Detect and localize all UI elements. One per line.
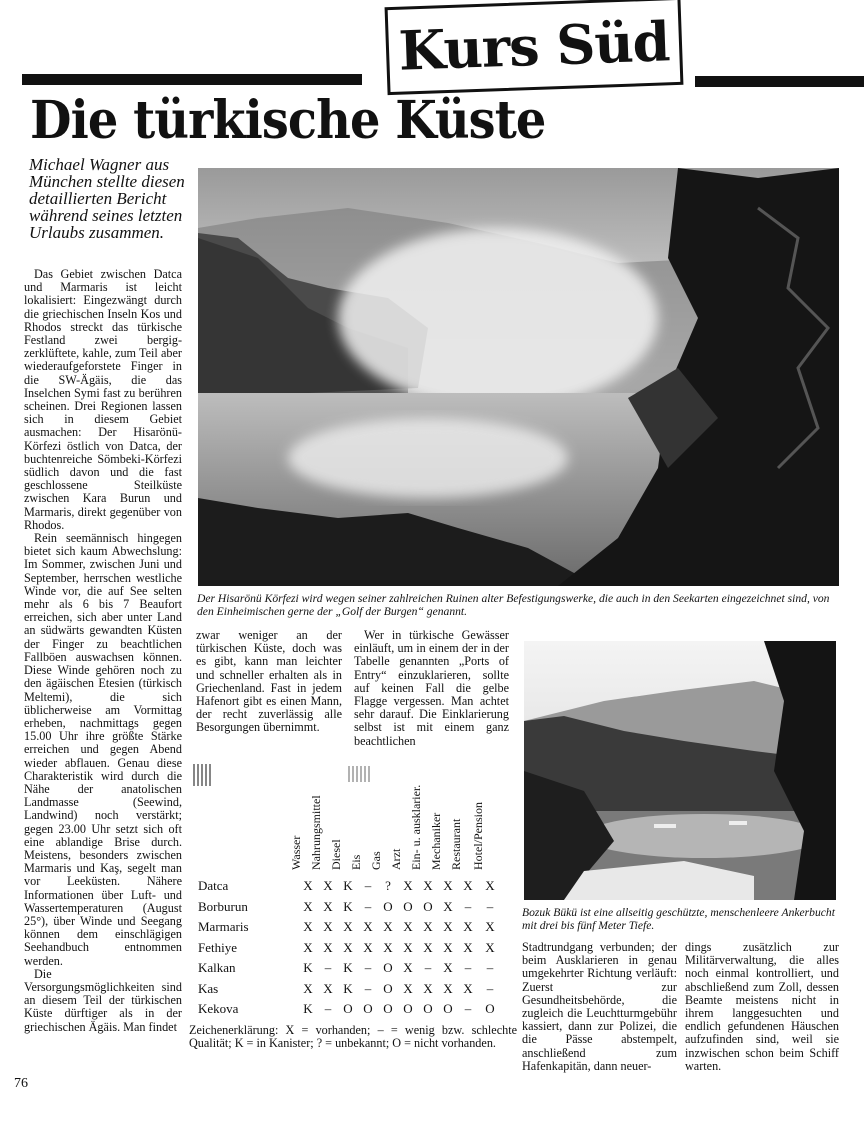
table-cell: X [303,919,313,934]
table-cell: X [403,960,413,975]
table-cell: O [443,1001,453,1016]
paragraph: Stadtrundgang verbunden; der beim Ausklarieren in genau umgekehrter Richtung verläuft: Zuerst zur Gesundheitsbehörde, die zugleich die Leuchtturmgebühr kassiert, dann zur Polizei, die die Pässe abstempelt, anschließend zum Hafenkapitän, dann neuer- [522,940,677,1073]
table-cell: ? [385,878,391,893]
table-cell: X [423,919,433,934]
table-cell: X [303,878,313,893]
column-header-label: Restaurant [449,818,463,870]
table-cell: X [463,980,473,996]
column-header-label: Diesel [329,839,343,870]
table-cell: X [423,878,433,893]
table-cell: K [343,960,353,975]
column-header-label: Mechaniker [429,812,443,870]
column-header-label: Ein- u. ausklarier. [409,784,423,870]
table-cell: X [403,919,413,934]
table-cell: K [343,980,353,996]
landscape-photo [198,168,839,586]
paragraph: Wer in türkische Gewässer einläuft, um in einem der in der Tabelle genannten „Ports of Entry“ einzuklarieren, sollte auf keinen Fall die gelbe Flagge vergessen. Man achtet sehr darauf. Die Einklarierung selbst ist mit einem ganz beachtlichen [354,628,509,748]
table-cell: – [464,960,472,975]
table-header [197,760,515,872]
table-row [197,940,515,960]
table-cell: – [364,898,372,914]
table-cell: – [364,980,372,996]
table-cell: X [463,939,473,955]
table-cell: K [343,898,353,914]
body-column-5 [685,941,839,1073]
table-cell: X [383,939,393,955]
photo-caption-main: Der Hisarönü Körfezi wird wegen seiner zahlreichen Ruinen alter Befestigungswerke, die auch in den Seekarten eingezeichnet sind, von den Einheimischen gerne der „Golf der Burgen“ genannt. [197,592,830,618]
table-cell: X [463,919,473,934]
paragraph: Das Gebiet zwischen Datca und Marmaris ist leicht lokalisiert: Eingezwängt durch die griechischen Inseln Kos und Rhodos streckt das türkische Festland zwei bergig-zerklüftete, kahle, zum Teil aber wiederaufgeforstete Finger in die SW-Ägäis, die das Inselchen Symi fast zu berühren scheinen. Drei Regionen lassen sich in diesem Gebiet ausmachen: Der Hisarönü-Körfezi östlich von Datca, der buchtenreiche Sömbeki-Körfezi südlich davon und die fast geschlossene Steilküste zwischen Kara Burun und Marmaris, direkt gegenüber von Rhodos. [24,267,182,532]
paragraph: dings zusätzlich zur Militärverwaltung, die alles noch einmal kontrolliert, und abschließend zum Zoll, dessen Beamte meistens nicht in ihrem langgesuchten und endlich gefundenen Häuschen aufzufinden sind, weil sie inzwischen schon beim Schiff warten. [685,940,839,1073]
table-cell: X [403,980,413,996]
port-name: Marmaris [198,919,249,934]
table-row [197,919,515,939]
table-row [197,1001,515,1021]
table-cell: X [323,878,333,893]
table-cell: – [364,878,372,893]
table-cell: – [464,1001,472,1016]
column-header-label: Nahrungsmittel [309,795,323,870]
page-number: 76 [14,1076,28,1091]
table-cell: – [486,960,494,975]
table-cell: X [443,919,453,934]
table-cell: X [303,939,313,955]
port-name: Kekova [198,1001,239,1016]
table-cell: X [463,878,473,893]
table-row [197,960,515,980]
table-cell: X [303,898,313,914]
photo-caption-bay: Bozuk Bükü ist eine allseitig geschützte, menschenleere Ankerbucht mit drei bis fünf Meter Tiefe. [522,906,835,932]
table-cell: X [443,960,453,975]
table-cell: X [323,980,333,996]
port-name: Borburun [198,898,248,914]
table-cell: X [443,939,453,955]
table-cell: X [363,939,373,955]
column-header-label: Wasser [289,835,303,870]
page-title: Die türkische Küste [30,90,546,151]
paragraph: Rein seemännisch hingegen bietet sich kaum Abwechslung: Im Sommer, zwischen Juni und September, herrschen westliche Winde vor, die auf See selten mehr als 6 bis 7 Beaufort erreichen, sich aber unter Land an südwärts gewandten Küsten der Finger zu beachtlichen Fallböen auswachsen können. Diese Winde gehören noch zu den ägäischen Etesien (türkisch Meltemi), die sich üblicherweise am Vormittag erheben, nachmittags gegen 15.00 Uhr ihre größte Stärke erreichen und gegen Abend wieder abflauen. Genau diese Charakteristik wird durch die Nähe der anatolischen Landmasse (Seewind, Landwind) noch verstärkt; gegen 23.00 Uhr setzt sich oft eine ablandige Brise durch. Meistens, besonders zwischen Marmaris und Kaş, segelt man vor Leeküsten. Nähere Informationen über Luft- und Wassertemperaturen (August 25°), über Winde und Seegang können dem einschlägigen Seehandbuch entnommen werden. [24,531,182,968]
table-cell: O [383,960,393,975]
table-cell: X [363,919,373,934]
column-header-label: Gas [369,851,383,870]
table-cell: O [343,1001,353,1016]
paragraph: Die Versorgungsmöglichkeiten sind an diesem Teil der türkischen Küste dürftiger als in der griechischen Ägäis. Man findet [24,966,182,1034]
body-column-1 [24,268,182,1034]
table-cell: X [423,980,433,996]
bay-photo [524,641,836,900]
table-cell: – [324,960,332,975]
table-cell: O [383,898,393,914]
table-cell: X [403,939,413,955]
table-cell: X [323,898,333,914]
table-cell: K [343,878,353,893]
body-column-4 [522,941,677,1073]
table-row [197,878,515,898]
table-cell: O [423,1001,433,1016]
column-header [329,760,360,870]
port-name: Fethiye [198,939,237,955]
table-cell: – [486,980,494,996]
body-column-2 [196,629,342,735]
table-cell: O [403,898,413,914]
table-cell: O [423,898,433,914]
port-name: Kalkan [198,960,236,975]
table-cell: X [343,919,353,934]
table-cell: – [324,1001,332,1016]
table-legend: Zeichenerklärung: X = vorhanden; – = wenig bzw. schlechte Qualität; K = in Kanister; ? = unbekannt; O = nicht vorhanden. [189,1023,517,1050]
table-cell: X [323,939,333,955]
column-header-label: Hotel/Pension [471,802,485,870]
bay-illustration [524,641,836,900]
table-cell: X [443,980,453,996]
table-cell: O [383,980,393,996]
table-cell: X [323,919,333,934]
table-cell: X [383,919,393,934]
intro-text: Michael Wagner aus München stellte diesen detaillierten Bericht während seines letzten Urlaubs zusammen. [29,155,185,242]
table-cell: X [343,939,353,955]
section-kicker: Kurs Süd [385,0,684,95]
body-column-3 [354,629,509,748]
table-cell: X [423,939,433,955]
header-rule-right [695,76,864,87]
table-cell: X [443,878,453,893]
table-cell: – [486,898,494,914]
table-cell: X [403,878,413,893]
table-cell: X [303,980,313,996]
header-rule-left [22,74,362,85]
table-row [197,981,515,1001]
table-cell: X [443,898,453,914]
table-cell: X [485,878,495,893]
column-header [471,760,502,870]
column-header-label: Eis [349,854,363,870]
table-cell: O [363,1001,373,1016]
table-cell: O [383,1001,393,1016]
table-row [197,899,515,919]
table-cell: O [403,1001,413,1016]
photo-illustration [198,168,839,586]
paragraph: zwar weniger an der türkischen Küste, doch was es gibt, kann man leichter und schneller erhalten als in Griechenland. Fast in jedem Hafenort gibt es einen Mann, der recht zuverlässig alle Besorgungen übernimmt. [196,628,342,735]
table-cell: O [485,1001,495,1016]
column-header-label: Arzt [389,848,403,870]
table-cell: – [424,960,432,975]
table-cell: X [485,919,495,934]
table-cell: – [364,960,372,975]
table-cell: X [485,939,495,955]
table-cell: K [303,1001,313,1016]
port-name: Kas [198,980,219,996]
table-cell: – [464,898,472,914]
port-name: Datca [198,878,229,893]
table-cell: K [303,960,313,975]
